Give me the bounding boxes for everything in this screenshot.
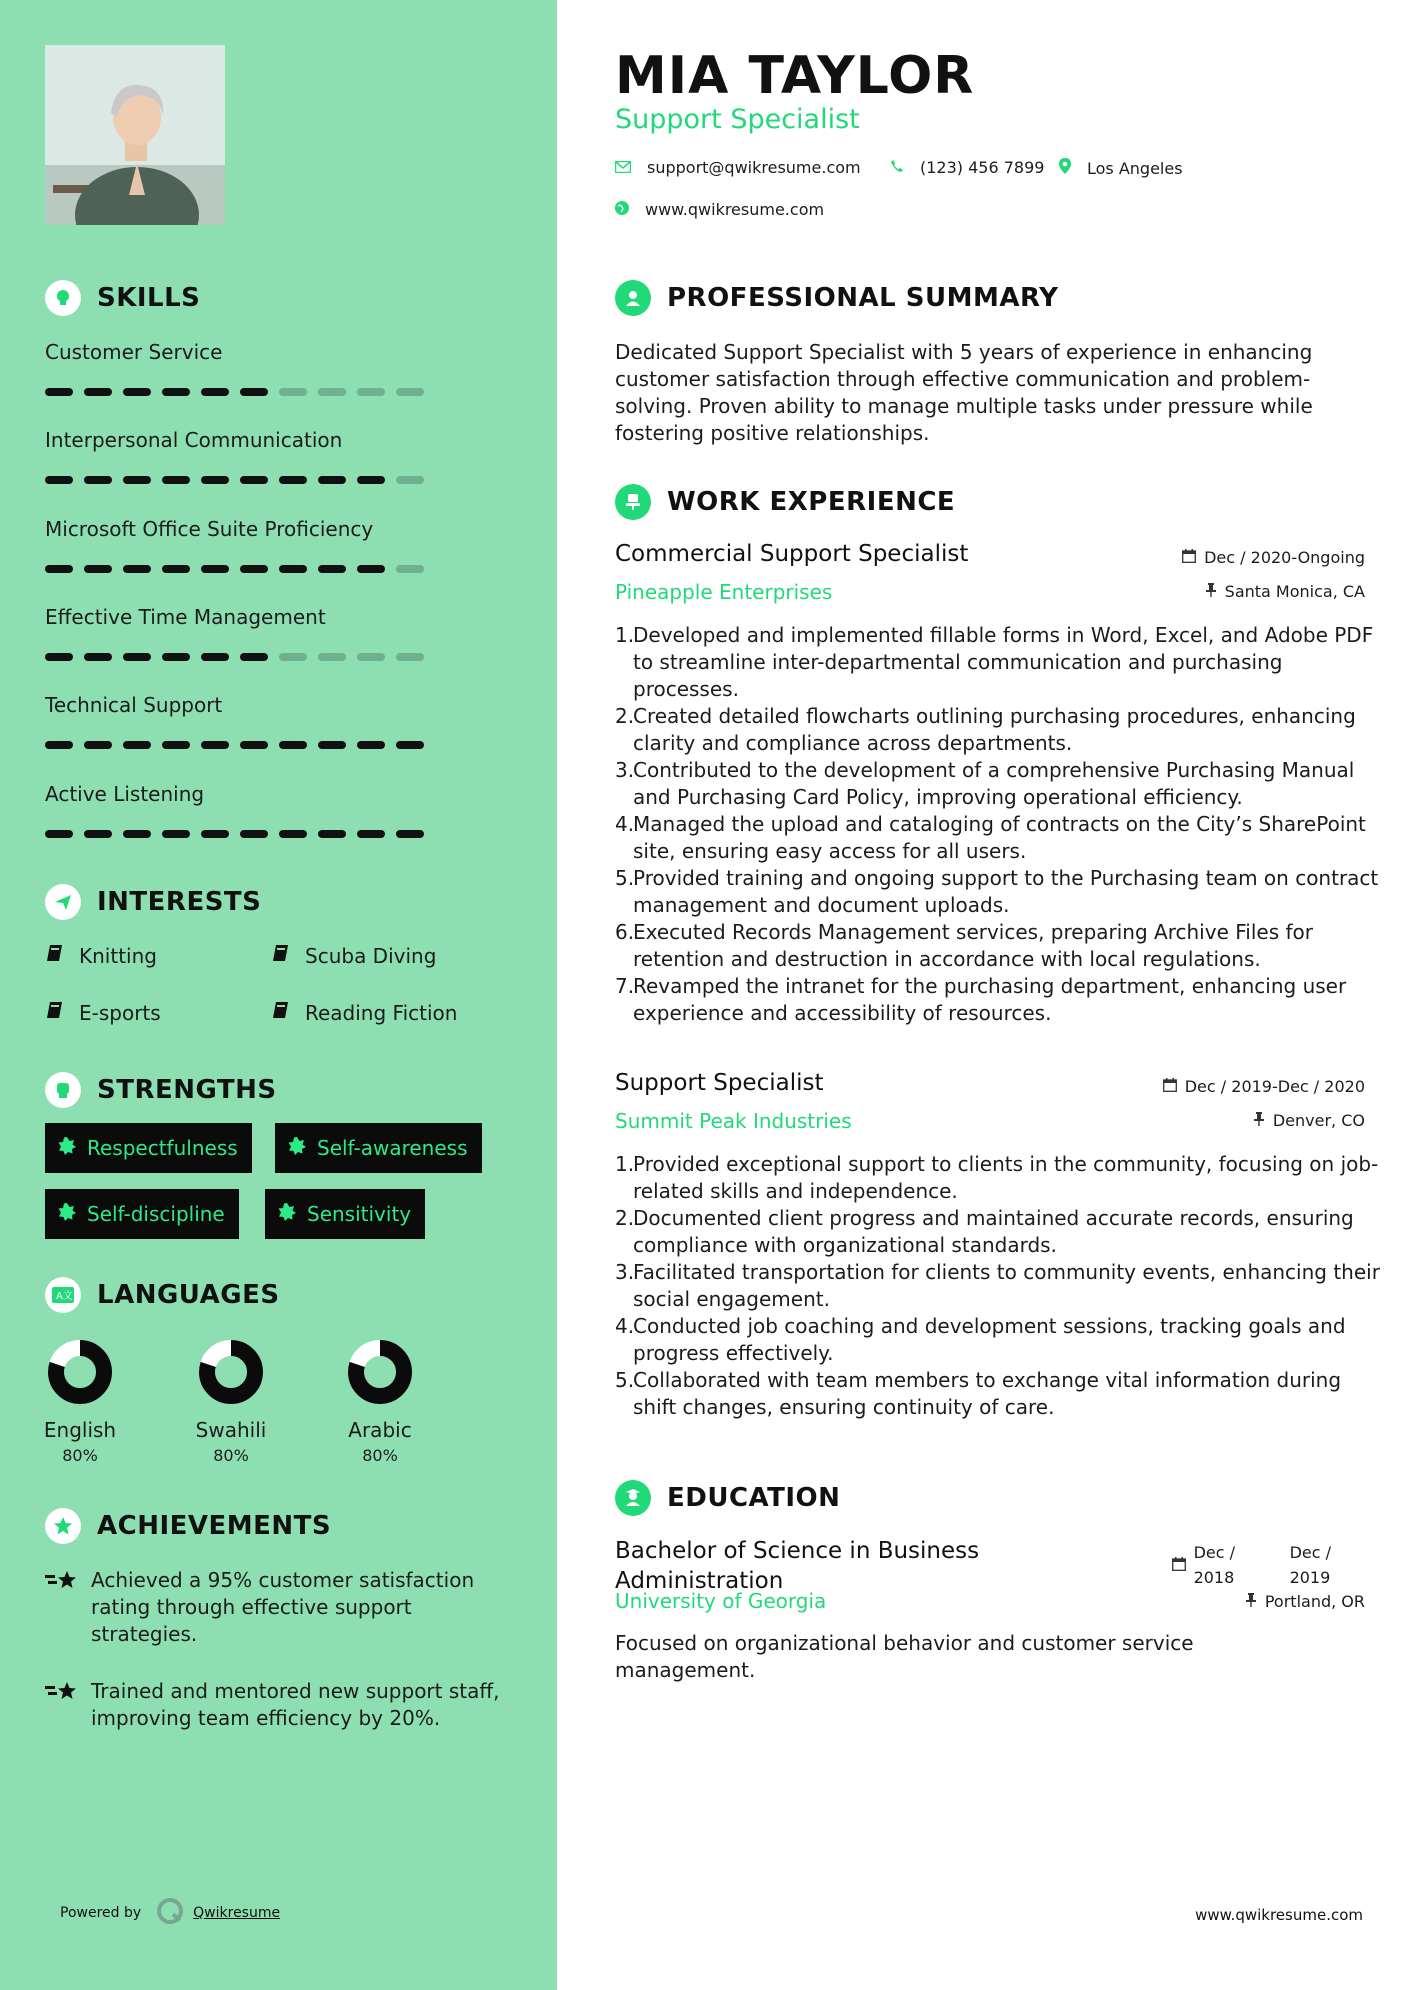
bullet-text: Created detailed flowcharts outlining purchasing procedures, enhancing clarity and compliance across departments. (633, 704, 1356, 755)
list-item: 3. Facilitated transportation for clients to community events, enhancing their social engagement. (615, 1259, 1385, 1313)
sidebar (0, 0, 557, 1990)
education-header (615, 1480, 840, 1516)
skill-dash-filled (318, 565, 346, 573)
bullet-text: Provided training and ongoing support to the Purchasing team on contract management and document uploads. (633, 866, 1379, 917)
school-name: University of Georgia (615, 1589, 827, 1613)
language-item (325, 1340, 435, 1465)
job-dates-text: Dec / 2019-Dec / 2020 (1184, 1077, 1365, 1096)
interests-title: INTERESTS (97, 887, 262, 917)
skill-dash-filled (201, 830, 229, 838)
interests-header (45, 884, 261, 920)
main-content (557, 0, 1407, 1990)
qwikresume-link[interactable]: Qwikresume (193, 1905, 281, 1921)
education-location (1245, 1592, 1365, 1611)
skill-item (45, 428, 445, 484)
bullet-text: Developed and implemented fillable forms in Word, Excel, and Adobe PDF to streamline inter-departmental communication and purchasing processes. (633, 623, 1374, 701)
skill-dash-filled (396, 830, 424, 838)
skill-dash-filled (240, 741, 268, 749)
skill-dash-filled (84, 741, 112, 749)
skill-dash-filled (240, 388, 268, 396)
strength-label: Respectfulness (87, 1136, 238, 1160)
candidate-name: MIA TAYLOR (615, 46, 975, 106)
job-location-text: Denver, CO (1272, 1111, 1365, 1130)
book-icon (45, 943, 65, 968)
email-text[interactable]: support@qwikresume.com (647, 158, 861, 177)
interest-label: E-sports (79, 1000, 161, 1025)
achievement-item (45, 1567, 505, 1648)
skills-title: SKILLS (97, 283, 201, 313)
interest-item (45, 1000, 161, 1025)
language-name: Swahili (195, 1418, 267, 1442)
list-item: 5. Provided training and ongoing support to the Purchasing team on contract management and document uploads. (615, 865, 1385, 919)
edu-start-year: 2018 (1193, 1568, 1235, 1587)
list-item: 4. Managed the upload and cataloging of contracts on the City’s SharePoint site, ensuring easy access for all users. (615, 811, 1385, 865)
skill-dash-filled (396, 741, 424, 749)
achievements-title: ACHIEVEMENTS (97, 1511, 332, 1541)
skill-dash-empty (318, 388, 346, 396)
calendar-icon (1163, 1077, 1177, 1096)
strength-tag (275, 1123, 482, 1173)
strength-label: Sensitivity (307, 1202, 412, 1226)
bullet-text: Contributed to the development of a comprehensive Purchasing Manual and Purchasing Card Policy, improving operational efficiency. (633, 758, 1355, 809)
education-end-date (1290, 1540, 1331, 1590)
contact-website (615, 200, 824, 219)
language-name: Arabic (348, 1418, 412, 1442)
bullet-text: Collaborated with team members to exchange vital information during shift changes, ensuring continuity of care. (633, 1368, 1342, 1419)
skill-level-bar (45, 565, 445, 573)
education-location-text: Portland, OR (1264, 1592, 1365, 1611)
degree-line-1: Bachelor of Science in Business (615, 1538, 980, 1564)
list-item: 2. Created detailed flowcharts outlining purchasing procedures, enhancing clarity and compliance across departments. (615, 703, 1385, 757)
skill-dash-filled (123, 741, 151, 749)
shooting-star-icon (45, 1569, 79, 1648)
bullet-text: Provided exceptional support to clients in the community, focusing on job-related skills and independence. (633, 1152, 1379, 1203)
skill-item (45, 693, 445, 749)
skill-dash-filled (45, 565, 73, 573)
book-icon (271, 943, 291, 968)
skill-dash-filled (279, 565, 307, 573)
list-item: 2. Documented client progress and maintained accurate records, ensuring compliance with organizational standards. (615, 1205, 1385, 1259)
language-ring (348, 1340, 412, 1404)
calendar-icon (1172, 1556, 1186, 1575)
bullet-text: Executed Records Management services, preparing Archive Files for retention and destruction in accordance with local regulations. (633, 920, 1313, 971)
bullet-text: Revamped the intranet for the purchasing department, enhancing user experience and accessibility of resources. (633, 974, 1347, 1025)
contact-email (615, 158, 861, 177)
interest-item (271, 1000, 457, 1025)
skill-dash-empty (357, 653, 385, 661)
pushpin-icon (1253, 1111, 1265, 1130)
qwikresume-logo-icon (155, 1896, 185, 1930)
language-item (176, 1340, 286, 1465)
list-item: 5. Collaborated with team members to exchange vital information during shift changes, ensuring continuity of care. (615, 1367, 1385, 1421)
skill-name: Customer Service (45, 340, 223, 364)
paper-plane-icon (45, 884, 81, 920)
language-name: English (43, 1418, 117, 1442)
skill-dash-filled (240, 476, 268, 484)
skill-name: Microsoft Office Suite Proficiency (45, 517, 374, 541)
powered-by (60, 1896, 280, 1930)
skill-item (45, 605, 445, 661)
skill-dash-empty (279, 653, 307, 661)
strength-tag (45, 1189, 239, 1239)
list-item: 1. Developed and implemented fillable forms in Word, Excel, and Adobe PDF to streamline inter-departmental communication and purchasing processes. (615, 622, 1385, 703)
skill-dash-filled (123, 653, 151, 661)
skill-dash-filled (162, 741, 190, 749)
calendar-icon (1182, 548, 1196, 567)
language-ring (48, 1340, 112, 1404)
job-bullets (615, 1151, 1385, 1421)
bullet-text: Managed the upload and cataloging of contracts on the City’s SharePoint site, ensuring easy access for all users. (633, 812, 1366, 863)
translate-icon (45, 1277, 81, 1313)
education-title: EDUCATION (667, 1483, 841, 1513)
skill-level-bar (45, 476, 445, 484)
skill-dash-filled (45, 388, 73, 396)
phone-icon (890, 158, 904, 177)
bullet-text: Facilitated transportation for clients to community events, enhancing their social engagement. (633, 1260, 1380, 1311)
fist-icon (45, 1072, 81, 1108)
list-item: 1. Provided exceptional support to clients in the community, focusing on job-related skills and independence. (615, 1151, 1385, 1205)
languages-header (45, 1277, 280, 1313)
contact-location (1059, 158, 1183, 178)
skill-dash-filled (162, 476, 190, 484)
education-text: Focused on organizational behavior and customer service management. (615, 1631, 1194, 1682)
summary-text: Dedicated Support Specialist with 5 years of experience in enhancing customer satisfaction through effective communication and problem-solving. Proven ability to manage multiple tasks under pressure while fostering positive relationships. (615, 340, 1313, 445)
interest-item (45, 943, 157, 968)
language-ring (199, 1340, 263, 1404)
phone-text[interactable]: (123) 456 7899 (920, 158, 1045, 177)
skill-dash-filled (318, 830, 346, 838)
badge-icon (277, 1202, 297, 1227)
education-start-date (1172, 1540, 1235, 1590)
powered-by-label: Powered by (60, 1905, 142, 1921)
job-location (1253, 1111, 1365, 1130)
edu-start-month: Dec / (1193, 1543, 1235, 1562)
experience-title: WORK EXPERIENCE (667, 487, 956, 517)
bullet-text: Documented client progress and maintained accurate records, ensuring compliance with organizational standards. (633, 1206, 1354, 1257)
languages-title: LANGUAGES (97, 1280, 280, 1310)
list-item: 4. Conducted job coaching and development sessions, tracking goals and progress effectively. (615, 1313, 1385, 1367)
strengths-header (45, 1072, 277, 1108)
skill-level-bar (45, 741, 445, 749)
envelope-icon (615, 158, 631, 177)
skill-dash-filled (162, 388, 190, 396)
interest-label: Knitting (79, 943, 157, 968)
contact-phone (890, 158, 1044, 177)
achievements-header (45, 1508, 331, 1544)
achievement-text: Trained and mentored new support staff, improving team efficiency by 20%. (91, 1679, 500, 1730)
achievement-text: Achieved a 95% customer satisfaction rating through effective support strategies. (91, 1568, 475, 1646)
skill-dash-filled (84, 653, 112, 661)
experience-header (615, 484, 955, 520)
degree-line-2: Administration (615, 1568, 784, 1594)
skill-dash-filled (123, 388, 151, 396)
strength-label: Self-discipline (87, 1202, 225, 1226)
list-item: 6. Executed Records Management services, preparing Archive Files for retention and destruction in accordance with local regulations. (615, 919, 1385, 973)
skills-header (45, 280, 200, 316)
profile-photo (45, 45, 225, 225)
skill-dash-filled (201, 653, 229, 661)
skill-dash-filled (279, 830, 307, 838)
skill-dash-filled (240, 830, 268, 838)
website-text[interactable]: www.qwikresume.com (645, 200, 825, 219)
skill-dash-filled (279, 741, 307, 749)
pushpin-icon (1245, 1592, 1257, 1611)
skill-dash-filled (45, 830, 73, 838)
skill-item (45, 517, 445, 573)
skill-dash-empty (396, 388, 424, 396)
skill-dash-filled (357, 741, 385, 749)
skill-dash-filled (240, 565, 268, 573)
skill-dash-filled (318, 741, 346, 749)
job-dates (1163, 1077, 1365, 1096)
skill-dash-empty (396, 476, 424, 484)
summary-title: PROFESSIONAL SUMMARY (667, 283, 1059, 313)
language-percent: 80% (213, 1446, 249, 1465)
job-company: Summit Peak Industries (615, 1109, 852, 1133)
interest-item (271, 943, 436, 968)
skill-level-bar (45, 653, 445, 661)
strength-tag (45, 1123, 252, 1173)
interest-label: Scuba Diving (305, 943, 437, 968)
skill-dash-filled (357, 830, 385, 838)
desk-icon (615, 484, 651, 520)
job-bullets (615, 622, 1385, 1027)
job-dates-text: Dec / 2020-Ongoing (1204, 548, 1365, 567)
skill-level-bar (45, 830, 445, 838)
skill-item (45, 782, 445, 838)
language-item (25, 1340, 135, 1465)
skill-dash-filled (201, 476, 229, 484)
badge-icon (57, 1136, 77, 1161)
skill-dash-filled (45, 653, 73, 661)
skill-item (45, 340, 445, 396)
skill-dash-filled (123, 565, 151, 573)
globe-icon (615, 200, 629, 219)
job-title: Commercial Support Specialist (615, 541, 969, 567)
interest-label: Reading Fiction (305, 1000, 458, 1025)
lightbulb-icon (45, 280, 81, 316)
skill-name: Effective Time Management (45, 605, 326, 629)
skill-dash-filled (123, 476, 151, 484)
skill-dash-filled (162, 653, 190, 661)
skill-dash-empty (279, 388, 307, 396)
book-icon (45, 1000, 65, 1025)
strength-tag (265, 1189, 425, 1239)
pushpin-icon (1205, 582, 1217, 601)
language-percent: 80% (62, 1446, 98, 1465)
strength-label: Self-awareness (317, 1136, 468, 1160)
skill-dash-filled (240, 653, 268, 661)
user-icon (615, 280, 651, 316)
edu-end-month: Dec / (1289, 1543, 1331, 1562)
skill-dash-filled (357, 565, 385, 573)
skill-dash-filled (84, 388, 112, 396)
list-item: 7. Revamped the intranet for the purchasing department, enhancing user experience and accessibility of resources. (615, 973, 1385, 1027)
skill-dash-filled (162, 565, 190, 573)
skill-dash-filled (84, 565, 112, 573)
achievement-item (45, 1678, 505, 1732)
skill-dash-filled (279, 476, 307, 484)
skill-dash-empty (318, 653, 346, 661)
graduate-icon (615, 1480, 651, 1516)
skill-dash-filled (201, 388, 229, 396)
skill-dash-filled (162, 830, 190, 838)
map-pin-icon (1059, 158, 1071, 178)
skill-dash-filled (357, 476, 385, 484)
skill-dash-filled (45, 741, 73, 749)
job-location-text: Santa Monica, CA (1224, 582, 1365, 601)
shooting-star-icon (45, 1680, 79, 1732)
list-item: 3. Contributed to the development of a comprehensive Purchasing Manual and Purchasing Card Policy, improving operational efficiency. (615, 757, 1385, 811)
skill-dash-filled (201, 565, 229, 573)
skill-dash-empty (396, 653, 424, 661)
footer-url[interactable]: www.qwikresume.com (1195, 1906, 1363, 1924)
job-title: Support Specialist (615, 1070, 824, 1096)
location-text: Los Angeles (1087, 158, 1183, 178)
skill-dash-filled (201, 741, 229, 749)
edu-end-year: 2019 (1289, 1568, 1331, 1587)
badge-icon (57, 1202, 77, 1227)
svg-text:A文: A文 (56, 1291, 73, 1302)
skill-level-bar (45, 388, 445, 396)
skill-dash-filled (123, 830, 151, 838)
skill-dash-empty (396, 565, 424, 573)
skill-name: Interpersonal Communication (45, 428, 343, 452)
skill-dash-filled (84, 476, 112, 484)
badge-icon (287, 1136, 307, 1161)
skill-name: Active Listening (45, 782, 205, 806)
skill-dash-filled (84, 830, 112, 838)
star-icon (45, 1508, 81, 1544)
bullet-text: Conducted job coaching and development sessions, tracking goals and progress effectively. (633, 1314, 1346, 1365)
skill-dash-filled (45, 476, 73, 484)
strengths-title: STRENGTHS (97, 1075, 277, 1105)
job-company: Pineapple Enterprises (615, 580, 833, 604)
skill-dash-filled (318, 476, 346, 484)
skill-name: Technical Support (45, 693, 223, 717)
candidate-role: Support Specialist (615, 104, 860, 135)
book-icon (271, 1000, 291, 1025)
skill-dash-empty (357, 388, 385, 396)
job-location (1205, 582, 1365, 601)
summary-header (615, 280, 1058, 316)
job-dates (1182, 548, 1365, 567)
language-percent: 80% (362, 1446, 398, 1465)
